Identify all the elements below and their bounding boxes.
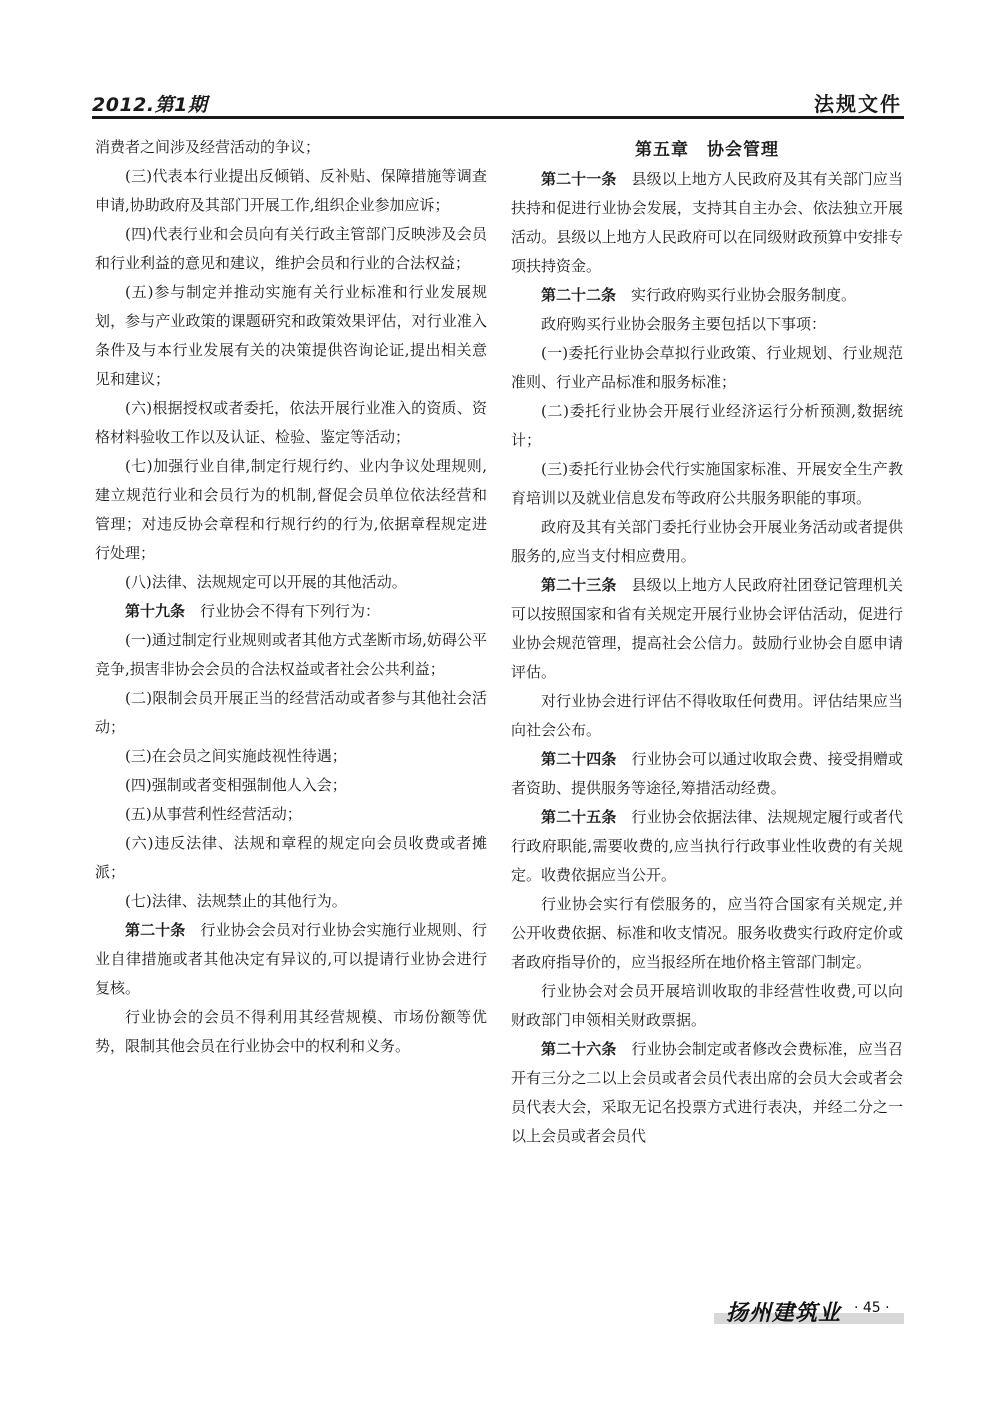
chapter-title: 第五章 协会管理	[635, 140, 779, 160]
paragraph	[95, 133, 487, 162]
paragraph	[511, 1035, 903, 1151]
paragraph-text: 政府及其有关部门委托行业协会开展业务活动或者提供服务的,应当支付相应费用。	[511, 518, 903, 565]
paragraph	[95, 568, 487, 597]
article-number: 第二十三条	[541, 576, 617, 594]
paragraph-text: 行业协会不得有下列行为：	[185, 602, 381, 620]
paragraph	[95, 626, 487, 684]
left-column	[95, 133, 487, 1061]
paragraph-text: (一)通过制定行业规则或者其他方式垄断市场,妨碍公平竞争,损害非协会会员的合法权益或者社会公共利益；	[95, 631, 487, 678]
right-column-body	[511, 165, 903, 1151]
page-header	[92, 88, 904, 120]
paragraph-text: 实行政府购买行业协会服务制度。	[616, 286, 857, 304]
page-number: · 45 ·	[854, 1300, 890, 1316]
paragraph	[95, 916, 487, 1003]
paragraph-text: (二)限制会员开展正当的经营活动或者参与其他社会活动；	[95, 689, 487, 736]
paragraph	[95, 162, 487, 220]
paragraph	[511, 571, 903, 687]
paragraph	[95, 771, 487, 800]
section-title: 法规文件	[814, 92, 902, 116]
paragraph	[511, 281, 903, 310]
paragraph-text: (一)委托行业协会草拟行业政策、行业规划、行业规范准则、行业产品标准和服务标准；	[511, 344, 903, 391]
paragraph-text: (五)参与制定并推动实施有关行业标准和行业发展规划，参与产业政策的课题研究和政策效果评估，对行业准入条件及与本行业发展有关的决策提供咨询论证,提出相关意见和建议；	[95, 283, 487, 388]
paragraph-text: (三)在会员之间实施歧视性待遇；	[125, 747, 347, 765]
paragraph	[95, 887, 487, 916]
paragraph-text: 县级以上地方人民政府社团登记管理机关可以按照国家和省有关规定开展行业协会评估活动，促进行业协会规范管理，提高社会公信力。鼓励行业协会自愿申请评估。	[511, 576, 903, 681]
paragraph	[511, 310, 903, 339]
paragraph	[511, 397, 903, 455]
paragraph-text: 政府购买行业协会服务主要包括以下事项：	[541, 315, 827, 333]
article-number: 第二十四条	[541, 750, 617, 768]
issue-label: 2012.第1期	[92, 94, 208, 116]
paragraph-text: 县级以上地方人民政府及其有关部门应当扶持和促进行业协会发展，支持其自主办会、依法独立开展活动。县级以上地方人民政府可以在同级财政预算中安排专项扶持资金。	[511, 170, 903, 275]
article-number: 第二十一条	[541, 170, 617, 188]
paragraph	[511, 455, 903, 513]
paragraph	[95, 220, 487, 278]
paragraph	[511, 513, 903, 571]
paragraph	[511, 745, 903, 803]
paragraph	[511, 165, 903, 281]
paragraph	[511, 803, 903, 890]
article-number: 第二十五条	[541, 808, 617, 826]
paragraph-text: (三)代表本行业提出反倾销、反补贴、保障措施等调查申请,协助政府及其部门开展工作,组织企业参加应诉；	[95, 167, 487, 214]
paragraph-text: 行业协会制定或者修改会费标准，应当召开有三分之二以上会员或者会员代表出席的会员大会或者会员代表大会，采取无记名投票方式进行表决，并经二分之一以上会员或者会员代	[511, 1040, 903, 1145]
paragraph-text: (七)加强行业自律,制定行规行约、业内争议处理规则,建立规范行业和会员行为的机制,督促会员单位依法经营和管理；对违反协会章程和行规行约的行为,依据章程规定进行处理；	[95, 457, 487, 562]
paragraph	[95, 742, 487, 771]
paragraph-text: (五)从事营利性经营活动；	[125, 805, 302, 823]
paragraph-text: 消费者之间涉及经营活动的争议；	[95, 138, 321, 156]
paragraph-text: (三)委托行业协会代行实施国家标准、开展安全生产教育培训以及就业信息发布等政府公共服务职能的事项。	[511, 460, 903, 507]
paragraph	[95, 597, 487, 626]
paragraph	[511, 977, 903, 1035]
paragraph-text: 行业协会的会员不得利用其经营规模、市场份额等优势，限制其他会员在行业协会中的权利和义务。	[95, 1008, 487, 1055]
paragraph-text: 行业协会依据法律、法规规定履行或者代行政府职能,需要收费的,应当执行行政事业性收费的有关规定。收费依据应当公开。	[511, 808, 903, 884]
paragraph-text: 行业协会可以通过收取会费、接受捐赠或者资助、提供服务等途径,筹措活动经费。	[511, 750, 903, 797]
magazine-logo: 扬州建筑业	[726, 1300, 842, 1326]
paragraph-text: 对行业协会进行评估不得收取任何费用。评估结果应当向社会公布。	[511, 692, 903, 739]
paragraph	[95, 1003, 487, 1061]
paragraph	[95, 684, 487, 742]
paragraph-text: (七)法律、法规禁止的其他行为。	[125, 892, 347, 910]
paragraph	[511, 687, 903, 745]
paragraph	[95, 800, 487, 829]
article-number: 第二十六条	[541, 1040, 617, 1058]
paragraph-text: (四)强制或者变相强制他人入会；	[125, 776, 347, 794]
paragraph-text: (二)委托行业协会开展行业经济运行分析预测,数据统计；	[511, 402, 903, 449]
paragraph-text: 行业协会会员对行业协会实施行业规则、行业自律措施或者其他决定有异议的,可以提请行业协会进行复核。	[95, 921, 487, 997]
right-column	[511, 133, 903, 1151]
paragraph-text: 行业协会对会员开展培训收取的非经营性收费,可以向财政部门申领相关财政票据。	[511, 982, 903, 1029]
paragraph-text: (六)违反法律、法规和章程的规定向会员收费或者摊派；	[95, 834, 487, 881]
paragraph	[95, 394, 487, 452]
paragraph-text: (八)法律、法规规定可以开展的其他活动。	[125, 573, 407, 591]
paragraph-text: (四)代表行业和会员向有关行政主管部门反映涉及会员和行业利益的意见和建议，维护会员和行业的合法权益；	[95, 225, 487, 272]
paragraph-text: 行业协会实行有偿服务的，应当符合国家有关规定,并公开收费依据、标准和收支情况。服务收费实行政府定价或者政府指导价的，应当报经所在地价格主管部门制定。	[511, 895, 903, 971]
paragraph	[95, 278, 487, 394]
paragraph-text: (六)根据授权或者委托，依法开展行业准入的资质、资格材料验收工作以及认证、检验、鉴定等活动；	[95, 399, 487, 446]
paragraph	[95, 829, 487, 887]
article-number: 第十九条	[125, 602, 186, 620]
page-footer	[714, 1296, 904, 1326]
header-rule	[92, 116, 904, 119]
article-number: 第二十二条	[541, 286, 617, 304]
paragraph	[511, 890, 903, 977]
article-number: 第二十条	[125, 921, 186, 939]
paragraph	[511, 339, 903, 397]
paragraph	[95, 452, 487, 568]
